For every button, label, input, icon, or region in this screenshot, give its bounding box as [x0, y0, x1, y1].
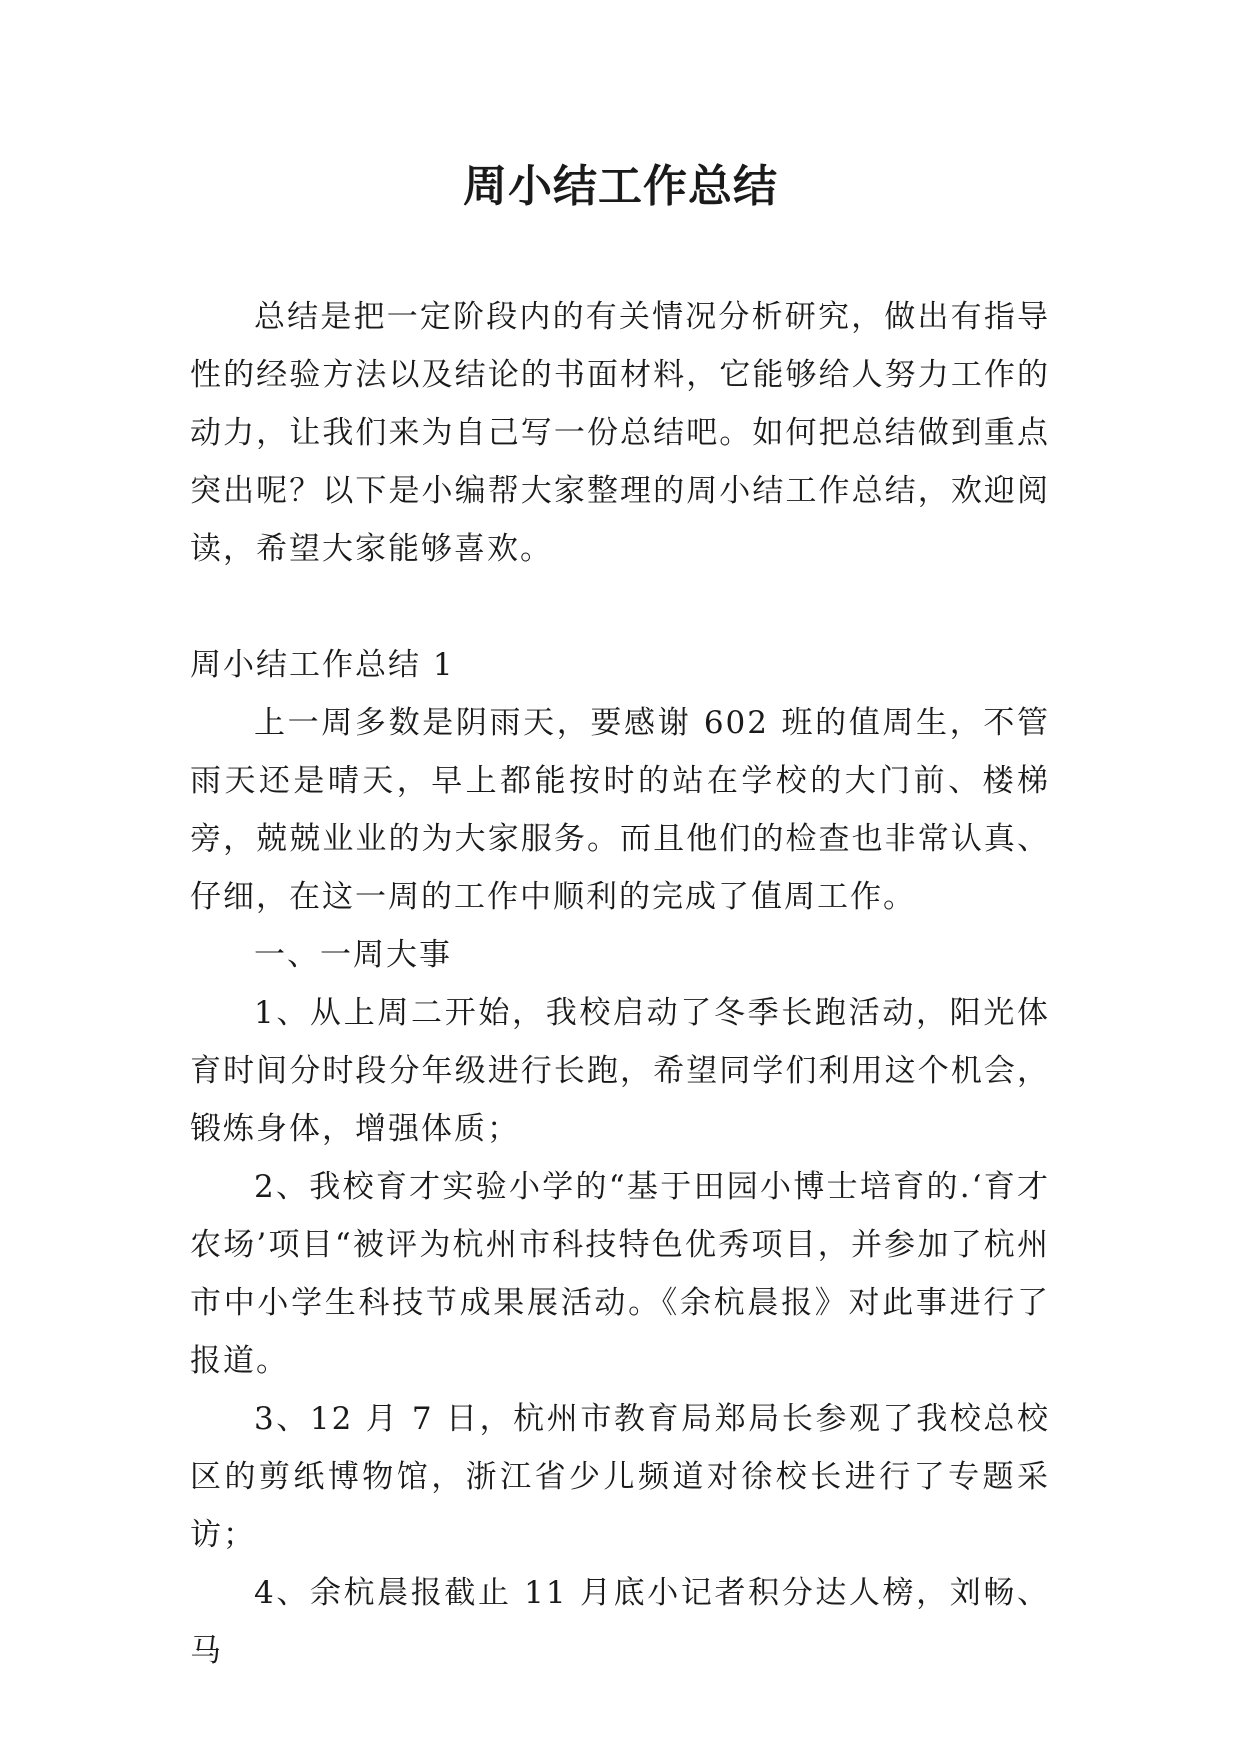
document-title: 周小结工作总结: [463, 161, 778, 212]
body-paragraph: 上一周多数是阴雨天，要感谢 602 班的值周生，不管雨天还是晴天，早上都能按时的站在学校的大门前、楼梯旁，兢兢业业的为大家服务。而且他们的检查也非常认真、仔细，在这一周的工作中顺利的完成了值周工作。: [190, 705, 1050, 915]
intro-paragraph: 总结是把一定阶段内的有关情况分析研究，做出有指导性的经验方法以及结论的书面材料，它能够给人努力工作的动力，让我们来为自己写一份总结吧。如何把总结做到重点突出呢？以下是小编帮大家整理的周小结工作总结，欢迎阅读，希望大家能够喜欢。: [190, 299, 1050, 567]
subheading-week-events: 一、一周大事: [254, 937, 452, 973]
body-paragraph: 1、从上周二开始，我校启动了冬季长跑活动，阳光体育时间分时段分年级进行长跑，希望同学们利用这个机会，锻炼身体，增强体质；: [190, 995, 1050, 1147]
body-paragraph: 3、12 月 7 日，杭州市教育局郑局长参观了我校总校区的剪纸博物馆，浙江省少儿频道对徐校长进行了专题采访；: [190, 1401, 1050, 1553]
body-paragraph: 2、我校育才实验小学的“基于田园小博士培育的.‘育才农场’项目“被评为杭州市科技特色优秀项目，并参加了杭州市中小学生科技节成果展活动。《余杭晨报》对此事进行了报道。: [190, 1169, 1050, 1379]
document-body: [190, 288, 1050, 1680]
section-heading: 周小结工作总结 1: [190, 647, 455, 683]
body-paragraph: 4、余杭晨报截止 11 月底小记者积分达人榜，刘畅、马: [190, 1575, 1050, 1669]
